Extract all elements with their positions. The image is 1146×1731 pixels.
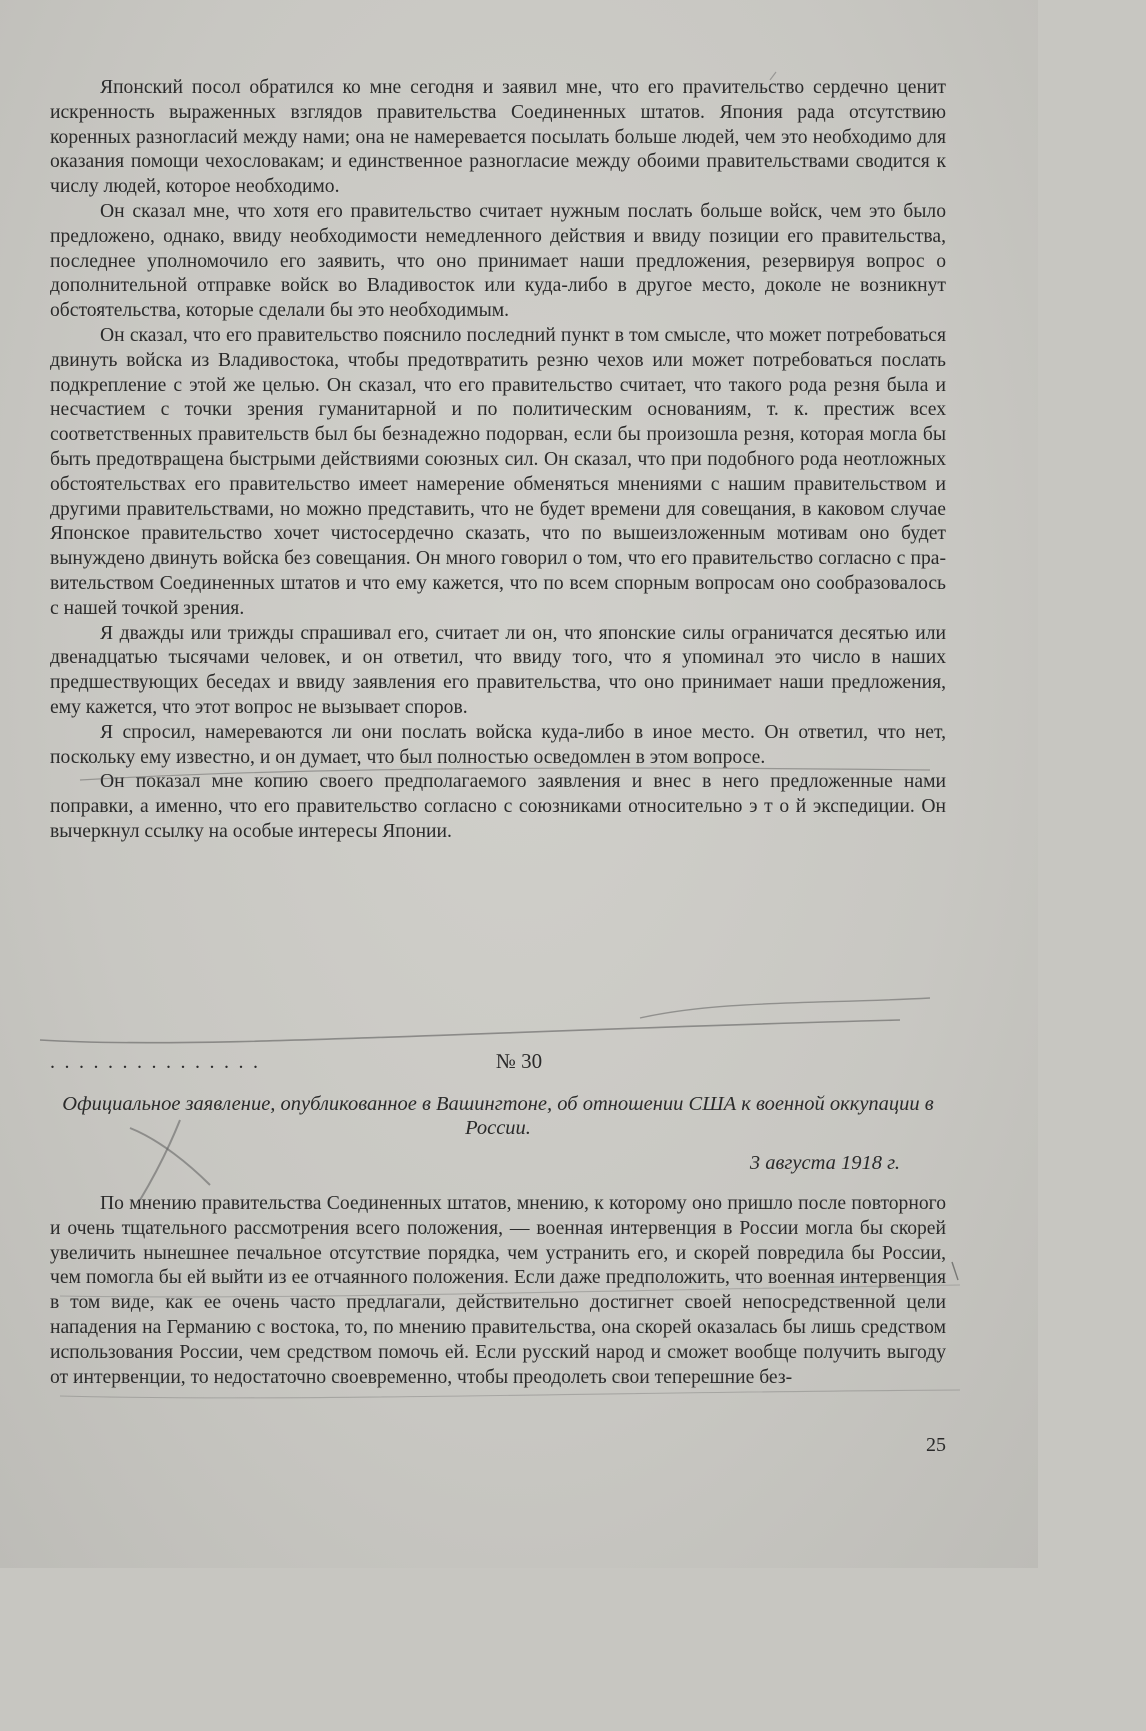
paragraph: Он сказал, что его правительство пояснило последний пункт в том смысле, что может потребоваться двинуть войска из Владивостока, чтобы предотвратить резню чехов или может потребоваться послать подкрепление с этой же целью. Он сказал, что его правительство считает, что такого рода резня была и несчастием с точки зрения гуманитарной и по политическим основаниям, т. к. престиж всех соответственных правительств был бы безнадежно подорван, если бы произошла резня, которая могла бы быть предотвращена быстрыми действиями союзных сил. Он сказал, что при подобного рода неотложных обстоятельствах его правительство имеет намерение обменяться мнениями с нашим правительством и другими правительствами, но можно представить, что не будет времени для совещания, в каковом случае Японское правительство хочет чистосердечно сказать, что по вышеизложенным мотивам оно будет вынуждено двинуть войска без совещания. Он много говорил о том, что его правительство согласно с правительством Соединенных штатов и что ему кажется, что по всем спорным вопросам оно сообразовалось с нашей точкой зрения.: [50, 324, 946, 619]
cross-mark: [140, 1120, 180, 1200]
underline-mark: [640, 998, 930, 1018]
page-number: 25: [926, 1434, 946, 1456]
underline-mark: [80, 768, 930, 780]
underline-mark: [40, 1020, 900, 1043]
separator-dots: ...............: [50, 1051, 268, 1073]
paragraph: Он показал мне копию своего предполагаемого заявления и внес в него предложенные нами поправки, а именно, что его правительство согласно с союзниками относительно э т о й экспедиции. Он вычеркнул ссылку на особые интересы Японии.: [50, 771, 946, 842]
document-number: № 30: [495, 1049, 543, 1073]
paragraph: Я дважды или трижды спрашивал его, считает ли он, что японские силы ограничатся десятью или двенадцатью тысячами человек, и он ответил, что ввиду того, что я упоминал это число в наших предшествующих беседах и ввиду заявления его правительства, что оно принимает наши предложения, ему кажется, что этот вопрос не вызывает споров.: [50, 622, 946, 718]
margin-mark: [952, 1262, 958, 1280]
paragraph: Я спросил, намереваются ли они послать войска куда-либо в иное место. Он ответил, что нет, поскольку ему известно, и он думает, что был полностью осведомлен в этом вопросе.: [50, 721, 946, 768]
underline-mark: [60, 1285, 960, 1297]
underline-mark: [60, 1390, 960, 1398]
cross-mark: [130, 1128, 210, 1185]
paragraph: Японский посол обратился ко мне сегодня и заявил мне, что его праvительство сердечно ценит искренность выраженных взглядов правительства Соединенных штатов. Япония рада отсутствию коренных разногласий между нами; она не намеревается посылать больше людей, чем это необходимо для оказания помощи чехословакам; и единственное разногласие между обоими правительствами сводится к числу людей, которое необходимо.: [50, 77, 946, 198]
document-title: Официальное заявление, опубликованное в Вашингтоне, об отношении США к военной оккупации в России.: [62, 1093, 934, 1139]
paragraph: По мнению правительства Соединенных штатов, мнению, к которому оно пришло после повторного и очень тщательного рассмотрения всего положения, — военная интервенция в России могла бы скорей увеличить нынешнее печальное отсутствие порядка, чем устранить его, и скорей повредила бы России, чем помогла бы ей выйти из ее отчаянного положения. Если даже предположить, что военная интервенция в том виде, как ее очень часто предлагали, действительно достигнет своей непосредственной цели нападения на Германию с востока, то, по мнению правительства, она скорей оказалась бы лишь средством использования России, чем средством помочь ей. Если русский народ и сможет вообще получить выгоду от интервенции, то недостаточно своевременно, чтобы преодолеть свои теперешние без-: [50, 1193, 946, 1388]
document-date: 3 августа 1918 г.: [749, 1152, 900, 1174]
margin-mark: [770, 72, 776, 80]
paragraph: Он сказал мне, что хотя его правительство считает нужным послать больше войск, чем это было предложено, однако, ввиду необходимости немедленного действия и ввиду позиции его правительства, последнее уполномочило его заявить, что оно принимает наши предложения, резервируя вопрос о дополнительной отправке войск во Владивосток или куда-либо в другое место, доколе не возникнут обстоятельства, которые сделали бы это необходимым.: [50, 200, 946, 322]
